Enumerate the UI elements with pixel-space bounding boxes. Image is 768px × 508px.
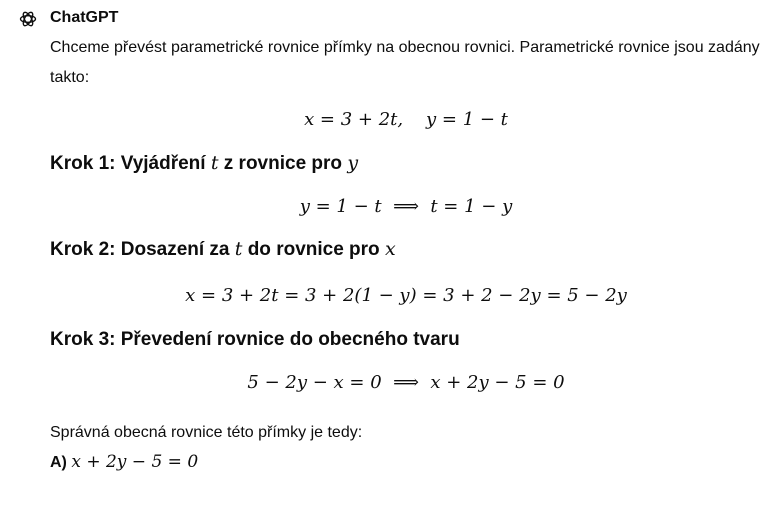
math-equation: 5 − 2y − x = 0 ⟹ x + 2y − 5 = 0 [247,372,565,393]
answer-label: A) [50,454,67,471]
step-2-var2: x [384,238,396,260]
math-block-step-1 [50,192,762,222]
math-block-parametric [50,105,762,135]
step-1-mid: z rovnice pro [223,153,343,174]
math-block-step-3 [50,368,762,398]
step-2-var: t [234,238,243,260]
step-1-var2: y [347,152,359,174]
step-3-label: Krok 3: Převedení rovnice do obecného tvaru [50,329,460,350]
math-equation: x = 3 + 2t, y = 1 − t [304,109,508,130]
math-equation: y = 1 − t ⟹ t = 1 − y [299,196,513,217]
message-author: ChatGPT [50,9,119,26]
step-1-heading [50,150,762,177]
answer-line [50,448,762,477]
intro-text: Chceme převést parametrické rovnice přímky na obecnou rovnici. Parametrické rovnice jsou zadány takto: [50,39,760,86]
math-equation: x = 3 + 2t = 3 + 2(1 − y) = 3 + 2 − 2y = 5 − 2y [185,285,627,306]
step-2-heading [50,236,762,263]
math-block-step-2 [50,281,762,311]
step-1-label: Krok 1: Vyjádření [50,153,206,174]
message-content [50,33,762,477]
step-2-mid: do rovnice pro [247,239,380,260]
step-3-heading [50,327,762,353]
step-1-var: t [210,152,219,174]
answer-equation: x + 2y − 5 = 0 [71,452,199,472]
step-2-label: Krok 2: Dosazení za [50,239,230,260]
conclusion-text: Správná obecná rovnice této přímky je tedy: [50,424,363,441]
chatgpt-logo-icon [18,9,38,29]
